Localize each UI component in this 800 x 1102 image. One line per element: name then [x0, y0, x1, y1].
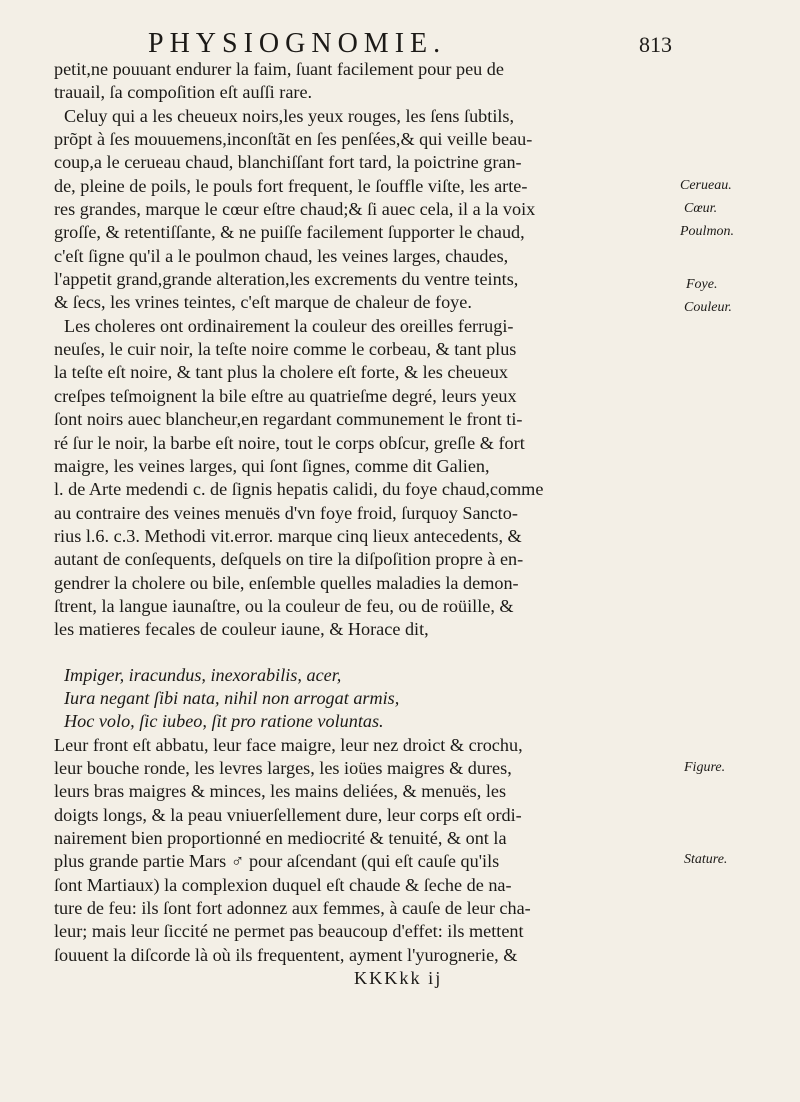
text-line: ſont noirs auec blancheur,en regardant communement le front ti- — [54, 409, 523, 430]
text-line: petit,ne pouuant endurer la faim, ſuant facilement pour peu de — [54, 59, 504, 79]
verse-line: Hoc volo, ſic iubeo, ſit pro ratione voluntas. — [64, 711, 384, 732]
text-line: ture de feu: ils ſont fort adonnez aux femmes, à cauſe de leur cha- — [54, 898, 531, 919]
text-line: l'appetit grand,grande alteration,les excrements du ventre teints, — [54, 269, 519, 290]
text-line: Celuy qui a les cheueux noirs,les yeux rouges, les ſens ſubtils, — [64, 105, 515, 126]
text-line: coup,a le cerueau chaud, blanchiſſant fort tard, la poictrine gran- — [54, 152, 522, 173]
catchword: KKKkk ij — [354, 968, 443, 989]
page-number: 813 — [639, 32, 672, 57]
margin-note-couleur: Couleur. — [684, 300, 732, 315]
text-line: & ſecs, les vrines teintes, c'eſt marque de chaleur de foye. — [54, 292, 472, 313]
text-line: leur; mais leur ſiccité ne permet pas beaucoup d'effet: ils mettent — [54, 921, 524, 942]
margin-note-cerueau: Cerueau. — [680, 178, 732, 193]
running-title: PHYSIOGNOMIE. — [148, 28, 447, 59]
text-line: l. de Arte medendi c. de ſignis hepatis calidi, du foye chaud,comme — [54, 479, 544, 500]
text-line: ſtrent, la langue iaunaſtre, ou la couleur de feu, ou de roüille, & — [54, 595, 514, 616]
text-line: ſouuent la diſcorde là où ils frequentent, ayment l'yurognerie, & — [54, 944, 518, 965]
text-line: maigre, les veines larges, qui ſont ſignes, comme dit Galien, — [54, 455, 490, 476]
text-line: gendrer la cholere ou bile, enſemble quelles maladies la demon- — [54, 572, 519, 593]
margin-note-poulmon: Poulmon. — [680, 224, 735, 239]
text-line: ſont Martiaux) la complexion duquel eſt chaude & ſeche de na- — [54, 874, 512, 895]
text-line: c'eſt ſigne qu'il a le poulmon chaud, les veines larges, chaudes, — [54, 245, 509, 266]
text-line: leurs bras maigres & minces, les mains deliées, & menuës, les — [54, 781, 507, 802]
text-line: autant de conſequents, deſquels on tire la diſpoſition propre à en- — [54, 549, 524, 570]
text-line: Leur front eſt abbatu, leur face maigre, leur nez droict & crochu, — [54, 734, 523, 755]
verse-spacer — [54, 642, 664, 664]
text-line: ré ſur le noir, la barbe eſt noire, tout le corps obſcur, greſle & fort — [54, 432, 525, 453]
margin-note-figure: Figure. — [684, 760, 726, 775]
text-line: plus grande partie Mars ♂ pour aſcendant (qui eſt cauſe qu'ils — [54, 851, 500, 872]
body-text — [54, 58, 664, 990]
text-line: les matieres fecales de couleur iaune, & Horace dit, — [54, 619, 429, 640]
margin-note-foye: Foye. — [686, 277, 718, 292]
margin-note-coeur: Cœur. — [684, 201, 718, 216]
verse-line: Iura negant ſibi nata, nihil non arrogat armis, — [64, 687, 400, 708]
text-line: res grandes, marque le cœur eſtre chaud;& ſi auec cela, il a la voix — [54, 199, 536, 220]
margin-note-stature: Stature. — [684, 852, 728, 867]
text-line: creſpes teſmoignent la bile eſtre au quatrieſme degré, leurs yeux — [54, 385, 517, 406]
text-line: au contraire des veines menuës d'vn foye froid, ſurquoy Sancto- — [54, 502, 518, 523]
text-line: rius l.6. c.3. Methodi vit.error. marque cinq lieux antecedents, & — [54, 525, 522, 546]
text-line: nairement bien proportionné en mediocrité & tenuité, & ont la — [54, 828, 507, 848]
text-line: la teſte eſt noire, & tant plus la cholere eſt forte, & les cheueux — [54, 362, 509, 383]
text-line: leur bouche ronde, les levres larges, les ioües maigres & dures, — [54, 757, 512, 778]
text-line: doigts longs, & la peau vniuerſellement dure, leur corps eſt ordi- — [54, 804, 522, 825]
text-line: neuſes, le cuir noir, la teſte noire comme le corbeau, & tant plus — [54, 339, 517, 360]
text-line: de, pleine de poils, le pouls fort frequent, le ſouffle viſte, les arte- — [54, 175, 528, 196]
text-line: groſſe, & retentiſſante, & ne puiſſe facilement ſupporter le chaud, — [54, 222, 525, 243]
verse-line: Impiger, iracundus, inexorabilis, acer, — [64, 664, 342, 685]
text-line: trauail, ſa compoſition eſt auſſi rare. — [54, 82, 313, 103]
text-line: prõpt à ſes mouuemens,inconſtãt en ſes penſées,& qui veille beau- — [54, 129, 533, 150]
text-line: Les choleres ont ordinairement la couleur des oreilles ferrugi- — [64, 315, 514, 336]
